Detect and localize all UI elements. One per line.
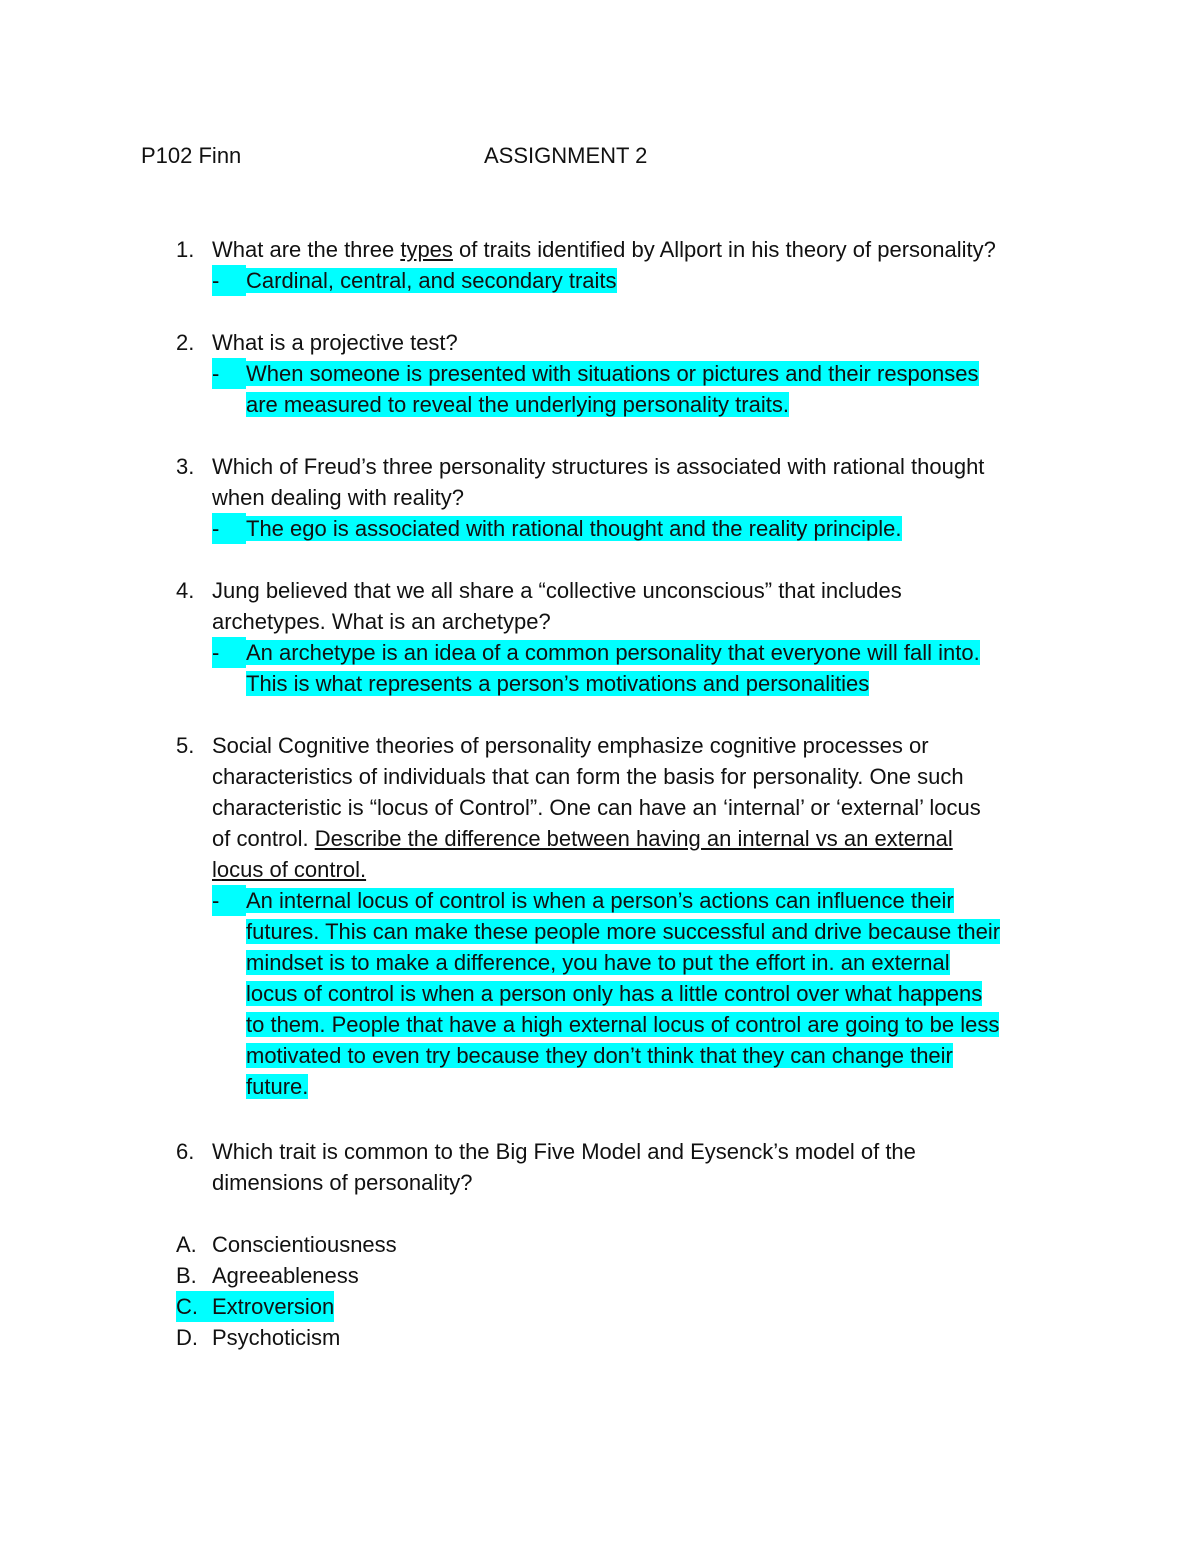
question-text: characteristics of individuals that can form the basis for personality. One such (212, 764, 964, 789)
answer-bullet-dash: - (212, 885, 246, 916)
question-number: 4. (176, 578, 195, 603)
answer-text-line (246, 1009, 999, 1040)
question-text-line (212, 792, 981, 823)
option-text: Conscientiousness (212, 1232, 397, 1257)
highlighted-answer: An internal locus of control is when a person’s actions can influence their (246, 888, 954, 913)
question-text-line (212, 575, 902, 606)
answer-text-line (246, 358, 979, 389)
question-text: characteristic is “locus of Control”. One can have an ‘internal’ or ‘external’ locus (212, 795, 981, 820)
question-text-line (212, 1136, 916, 1167)
answer-bullet-dash: - (212, 265, 246, 296)
question-text-line (212, 482, 464, 513)
question-text-line (212, 823, 953, 854)
answer-bullet-dash: - (212, 358, 246, 389)
question-number: 5. (176, 733, 195, 758)
answer-text-line (246, 1071, 308, 1102)
highlighted-answer: The ego is associated with rational thought and the reality principle. (246, 516, 902, 541)
question-text: of control. (212, 826, 315, 851)
answer-text-line (246, 513, 902, 544)
highlighted-answer: mindset is to make a difference, you have to put the effort in. an external (246, 950, 950, 975)
question-text-line (212, 854, 366, 885)
answer-text-line (246, 978, 982, 1009)
answer-text-line (246, 885, 954, 916)
question-text: of traits identified by Allport in his theory of personality? (452, 237, 996, 262)
question-text-line (212, 761, 964, 792)
question-text: What is a projective test? (212, 330, 458, 355)
question-text-line (212, 327, 458, 358)
question-text-line (212, 451, 984, 482)
question-text-line (212, 730, 929, 761)
option-text: Psychoticism (212, 1325, 341, 1350)
answer-bullet-dash: - (212, 513, 246, 544)
question-number: 6. (176, 1139, 195, 1164)
document-header (141, 141, 1101, 171)
underlined-text: Describe the difference between having an internal vs an external (314, 826, 953, 851)
question-number: 1. (176, 237, 195, 262)
answer-text-line (246, 1040, 953, 1071)
answer-bullet-dash: - (212, 637, 246, 668)
assignment-title: ASSIGNMENT 2 (484, 143, 648, 168)
highlighted-answer: This is what represents a person’s motivations and personalities (246, 671, 870, 696)
question-text: Which trait is common to the Big Five Model and Eysenck’s model of the (212, 1139, 916, 1164)
question-text: Social Cognitive theories of personality emphasize cognitive processes or (212, 733, 929, 758)
highlighted-answer: Cardinal, central, and secondary traits (246, 268, 617, 293)
answer-text-line (246, 947, 950, 978)
highlighted-answer: to them. People that have a high external locus of control are going to be less (246, 1012, 1000, 1037)
question-text: Jung believed that we all share a “collective unconscious” that includes (212, 578, 902, 603)
question-text-line (212, 234, 996, 265)
underlined-text: locus of control. (212, 857, 367, 882)
question-text: Which of Freud’s three personality structures is associated with rational thought (212, 454, 985, 479)
option-letter: A. (176, 1232, 197, 1257)
answer-text-line (246, 916, 1000, 947)
question-text: archetypes. What is an archetype? (212, 609, 551, 634)
question-text: when dealing with reality? (212, 485, 464, 510)
option-text: Agreeableness (212, 1263, 359, 1288)
highlighted-answer: motivated to even try because they don’t think that they can change their (246, 1043, 953, 1068)
question-text-line (212, 606, 551, 637)
highlighted-answer: are measured to reveal the underlying personality traits. (246, 392, 789, 417)
highlighted-answer: An archetype is an idea of a common personality that everyone will fall into. (246, 640, 980, 665)
highlighted-answer: When someone is presented with situations or pictures and their responses (246, 361, 979, 386)
question-number: 3. (176, 454, 195, 479)
underlined-text: types (400, 237, 453, 262)
highlighted-answer: future. (246, 1074, 309, 1099)
answer-text-line (246, 668, 869, 699)
option-letter: B. (176, 1263, 197, 1288)
answer-text-line (246, 389, 789, 420)
course-label: P102 Finn (141, 143, 242, 168)
question-text-line (212, 1167, 472, 1198)
option-letter: D. (176, 1325, 198, 1350)
question-number: 2. (176, 330, 195, 355)
answer-text-line (246, 637, 980, 668)
highlighted-answer: locus of control is when a person only has a little control over what happens (246, 981, 983, 1006)
option-letter: C. (176, 1291, 212, 1322)
question-text: dimensions of personality? (212, 1170, 473, 1195)
answer-text-line (246, 265, 617, 296)
option-text: Extroversion (212, 1291, 334, 1322)
highlighted-answer: futures. This can make these people more successful and drive because their (246, 919, 1001, 944)
question-text: What are the three (212, 237, 401, 262)
